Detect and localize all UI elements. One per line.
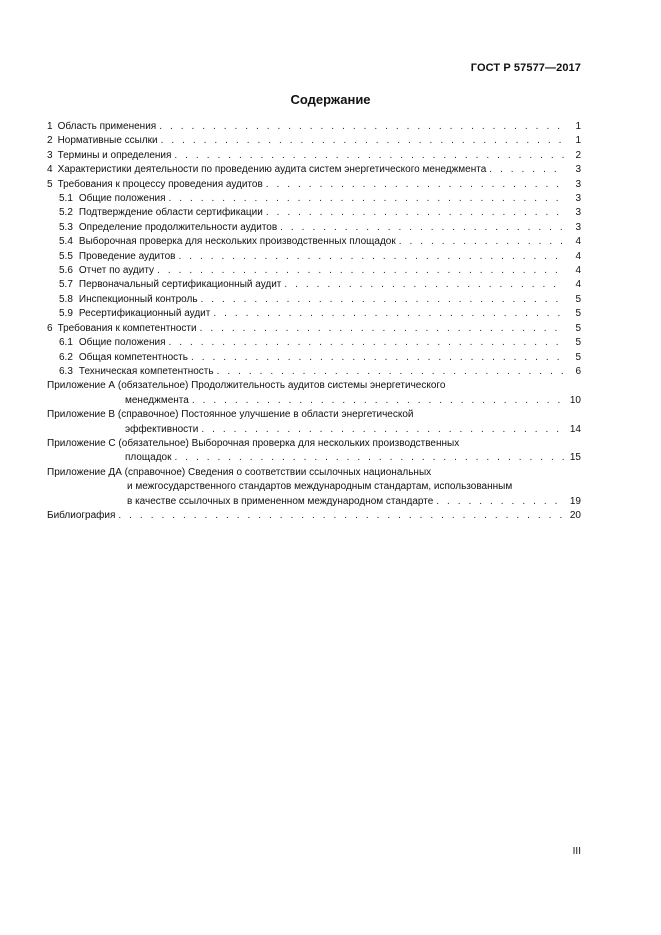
toc-entry-page: 3: [575, 193, 581, 205]
toc-subentry[interactable]: [47, 264, 581, 278]
toc-entry-label: Общие положения: [78, 193, 166, 205]
toc-subentry[interactable]: [47, 235, 581, 249]
document-standard-number: ГОСТ Р 57577—2017: [470, 62, 581, 74]
toc-entry-label: Техническая компетентность: [78, 365, 214, 377]
toc-subentry[interactable]: [47, 307, 581, 321]
table-of-contents: [47, 120, 581, 523]
toc-subentry[interactable]: [47, 250, 581, 264]
toc-entry-page: 3: [575, 178, 581, 190]
toc-entry[interactable]: [47, 322, 581, 336]
toc-entry-label: Нормативные ссылки: [57, 135, 158, 147]
toc-entry-label: Характеристики деятельности по проведению аудита систем энергетического менеджмента: [57, 164, 487, 176]
toc-entry-number: 5.9: [59, 308, 73, 320]
toc-entry-page: 3: [575, 207, 581, 219]
toc-leader-dots: [191, 351, 564, 365]
toc-entry-label: Определение продолжительности аудитов: [78, 221, 278, 233]
toc-entry-number: 5.3: [59, 221, 73, 233]
toc-entry-page: 1: [575, 135, 581, 147]
toc-leader-dots: [169, 336, 565, 350]
toc-entry-label: Проведение аудитов: [78, 250, 176, 262]
toc-leader-dots: [280, 221, 564, 235]
toc-entry-label: Ресертификационный аудит: [78, 308, 211, 320]
toc-entry-number: 6.1: [59, 337, 73, 349]
toc-entry[interactable]: [47, 120, 581, 134]
toc-subentry[interactable]: [47, 351, 581, 365]
toc-entry-label: Общая компетентность: [78, 351, 188, 363]
toc-entry-number: 5.6: [59, 265, 73, 277]
toc-appendix-da-continuation: [47, 480, 581, 494]
toc-entry-number: 3: [47, 149, 53, 161]
toc-leader-dots: [174, 451, 564, 465]
toc-entry-page: 3: [575, 221, 581, 233]
toc-leader-dots: [266, 206, 564, 220]
toc-entry-label: Первоначальный сертификационный аудит: [78, 279, 282, 291]
toc-entry-label: Инспекционный контроль: [78, 293, 198, 305]
toc-appendix-label: Приложение В (справочное) Постоянное улучшение в области энергетической: [47, 409, 414, 421]
toc-entry-page: 4: [575, 279, 581, 291]
toc-entry-number: 6: [47, 322, 53, 334]
toc-title: Содержание: [290, 92, 371, 107]
toc-entry-number: 4: [47, 164, 53, 176]
toc-leader-dots: [157, 264, 564, 278]
toc-entry-label: Библиография: [47, 509, 116, 521]
toc-subentry[interactable]: [47, 221, 581, 235]
toc-entry-number: 6.2: [59, 351, 73, 363]
toc-leader-dots: [192, 394, 564, 408]
toc-entry-label: Отчет по аудиту: [78, 265, 155, 277]
toc-entry[interactable]: [47, 163, 581, 177]
toc-entry-page: 4: [575, 265, 581, 277]
toc-appendix-label-continuation: эффективности: [125, 423, 199, 435]
toc-entry-label: Область применения: [57, 121, 157, 132]
toc-leader-dots: [200, 322, 564, 336]
toc-subentry[interactable]: [47, 365, 581, 379]
toc-leader-dots: [178, 250, 564, 264]
toc-appendix-a-title[interactable]: [47, 379, 581, 393]
toc-entry-page: 5: [575, 351, 581, 363]
toc-entry-page: 6: [575, 365, 581, 377]
toc-entry-page: 14: [569, 423, 581, 435]
toc-appendix-da-continuation-last[interactable]: [47, 495, 581, 509]
toc-appendix-label: Приложение С (обязательное) Выборочная проверка для нескольких производственных: [47, 437, 460, 449]
toc-appendix-c-continuation[interactable]: [47, 451, 581, 465]
toc-entry-page: 15: [569, 452, 581, 464]
toc-leader-dots: [118, 509, 564, 523]
toc-leader-dots: [174, 149, 564, 163]
toc-entry[interactable]: [47, 149, 581, 163]
toc-entry-page: 1: [575, 121, 581, 132]
toc-entry-number: 6.3: [59, 365, 73, 377]
toc-entry[interactable]: [47, 178, 581, 192]
toc-entry-number: 1: [47, 121, 53, 132]
toc-entry-label: Подтверждение области сертификации: [78, 207, 263, 219]
toc-appendix-b-title[interactable]: [47, 408, 581, 422]
toc-subentry[interactable]: [47, 206, 581, 220]
toc-appendix-a-continuation[interactable]: [47, 394, 581, 408]
toc-entry-page: 3: [575, 164, 581, 176]
toc-appendix-label: Приложение ДА (справочное) Сведения о соответствии ссылочных национальных: [47, 466, 432, 478]
toc-entry-number: 5.7: [59, 279, 73, 291]
toc-entry-page: 5: [575, 322, 581, 334]
toc-appendix-label: Приложение А (обязательное) Продолжительность аудитов системы энергетического: [47, 380, 446, 392]
toc-entry-page: 4: [575, 236, 581, 248]
toc-entry-label: Выборочная проверка для нескольких производственных площадок: [78, 236, 396, 248]
toc-appendix-label-continuation: площадок: [125, 452, 172, 464]
toc-leader-dots: [266, 178, 564, 192]
toc-entry-number: 5.8: [59, 293, 73, 305]
toc-entry-label: Термины и определения: [57, 149, 172, 161]
toc-entry-label: Требования к компетентности: [57, 322, 197, 334]
toc-leader-dots: [489, 163, 564, 177]
toc-entry-page: 10: [569, 394, 581, 406]
page-number: III: [572, 846, 581, 857]
toc-leader-dots: [201, 423, 564, 437]
toc-entry-page: 4: [575, 250, 581, 262]
toc-entry-number: 5.4: [59, 236, 73, 248]
toc-leader-dots: [217, 365, 564, 379]
toc-entry-number: 5.1: [59, 193, 73, 205]
toc-entry-label: Общие положения: [78, 337, 166, 349]
toc-subentry[interactable]: [47, 293, 581, 307]
toc-entry-page: 2: [575, 149, 581, 161]
toc-appendix-da-title[interactable]: [47, 466, 581, 480]
toc-leader-dots: [213, 307, 564, 321]
toc-entry-page: 5: [575, 293, 581, 305]
toc-entry-label: Требования к процессу проведения аудитов: [57, 178, 263, 190]
toc-appendix-label-continuation: менеджмента: [125, 394, 189, 406]
toc-appendix-c-title[interactable]: [47, 437, 581, 451]
toc-bibliography[interactable]: [47, 509, 581, 523]
toc-entry-number: 5: [47, 178, 53, 190]
toc-appendix-label-continuation: в качестве ссылочных в примененном международном стандарте: [127, 495, 434, 507]
toc-entry-page: 20: [569, 509, 581, 521]
toc-leader-dots: [284, 278, 564, 292]
toc-entry-page: 5: [575, 337, 581, 349]
toc-subentry[interactable]: [47, 192, 581, 206]
toc-entry-page: 5: [575, 308, 581, 320]
toc-leader-dots: [161, 134, 564, 148]
toc-subentry[interactable]: [47, 278, 581, 292]
toc-leader-dots: [436, 495, 564, 509]
toc-leader-dots: [399, 235, 564, 249]
toc-entry-number: 5.2: [59, 207, 73, 219]
toc-entry-page: 19: [569, 495, 581, 507]
toc-leader-dots: [169, 192, 565, 206]
toc-entry-number: 5.5: [59, 250, 73, 262]
toc-leader-dots: [159, 120, 564, 134]
toc-appendix-label-continuation: и межгосударственного стандартов международным стандартам, использованным: [127, 481, 513, 493]
toc-appendix-b-continuation[interactable]: [47, 423, 581, 437]
toc-entry-number: 2: [47, 135, 53, 147]
toc-leader-dots: [201, 293, 564, 307]
toc-subentry[interactable]: [47, 336, 581, 350]
toc-entry[interactable]: [47, 134, 581, 148]
